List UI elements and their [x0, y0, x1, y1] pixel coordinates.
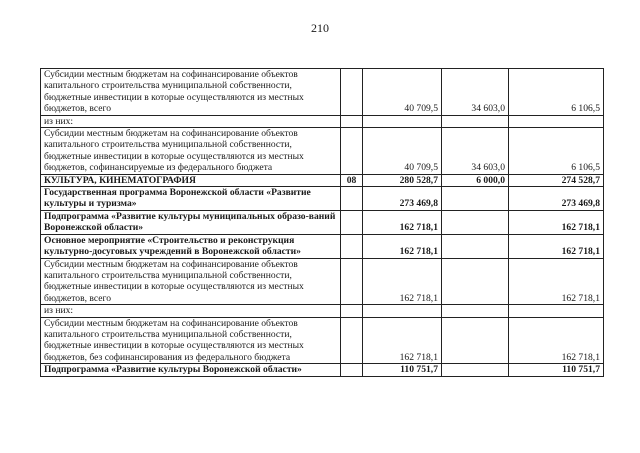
- row-federal-amount: [442, 305, 509, 317]
- row-federal-amount: [442, 234, 509, 258]
- row-section-code: [341, 305, 363, 317]
- row-total-amount: 162 718,1: [363, 258, 442, 305]
- row-total-amount: 110 751,7: [363, 364, 442, 376]
- table-row: [41, 187, 604, 211]
- row-regional-amount: [509, 305, 604, 317]
- row-federal-amount: [442, 187, 509, 211]
- row-name: из них:: [41, 115, 341, 127]
- table-row: [41, 174, 604, 186]
- row-section-code: [341, 234, 363, 258]
- row-regional-amount: 110 751,7: [509, 364, 604, 376]
- row-section-code: [341, 187, 363, 211]
- row-total-amount: 273 469,8: [363, 187, 442, 211]
- row-total-amount: [363, 115, 442, 127]
- row-regional-amount: 274 528,7: [509, 174, 604, 186]
- table-row: [41, 317, 604, 364]
- row-total-amount: 162 718,1: [363, 317, 442, 364]
- row-name: Субсидии местным бюджетам на софинансирование объектов капитального строительства муниципальной собственности, бюджетные инвестиции в которые осуществляются из местных бюджетов, всего: [41, 258, 341, 305]
- row-section-code: 08: [341, 174, 363, 186]
- row-total-amount: 162 718,1: [363, 234, 442, 258]
- row-section-code: [341, 210, 363, 234]
- page-number: 210: [311, 21, 329, 35]
- row-section-code: [341, 317, 363, 364]
- table-row: [41, 210, 604, 234]
- row-federal-amount: [442, 258, 509, 305]
- row-regional-amount: 6 106,5: [509, 128, 604, 175]
- row-name: Основное мероприятие «Строительство и реконструкция культурно-досуговых учреждений в Воронежской области»: [41, 234, 341, 258]
- row-regional-amount: [509, 115, 604, 127]
- row-federal-amount: [442, 364, 509, 376]
- row-federal-amount: 6 000,0: [442, 174, 509, 186]
- row-section-code: [341, 128, 363, 175]
- row-regional-amount: 273 469,8: [509, 187, 604, 211]
- table-row: [41, 69, 604, 116]
- row-regional-amount: 162 718,1: [509, 317, 604, 364]
- row-name: Субсидии местным бюджетам на софинансирование объектов капитального строительства муниципальной собственности, бюджетные инвестиции в которые осуществляются из местных бюджетов, без софинансирования из федерального бюджета: [41, 317, 341, 364]
- row-section-code: [341, 69, 363, 116]
- row-name: Субсидии местным бюджетам на софинансирование объектов капитального строительства муниципальной собственности, бюджетные инвестиции в которые осуществляются из местных бюджетов, всего: [41, 69, 341, 116]
- row-federal-amount: [442, 317, 509, 364]
- row-total-amount: 280 528,7: [363, 174, 442, 186]
- row-section-code: [341, 258, 363, 305]
- row-section-code: [341, 364, 363, 376]
- row-section-code: [341, 115, 363, 127]
- row-name: Субсидии местным бюджетам на софинансирование объектов капитального строительства муниципальной собственности, бюджетные инвестиции в которые осуществляются из местных бюджетов, софинансируемые из федерального бюджета: [41, 128, 341, 175]
- row-name: из них:: [41, 305, 341, 317]
- table-row: [41, 258, 604, 305]
- table-row: [41, 115, 604, 127]
- row-federal-amount: [442, 115, 509, 127]
- row-regional-amount: 162 718,1: [509, 258, 604, 305]
- row-regional-amount: 162 718,1: [509, 210, 604, 234]
- table-row: [41, 305, 604, 317]
- row-name: Подпрограмма «Развитие культуры Воронежской области»: [41, 364, 341, 376]
- table-row: [41, 364, 604, 376]
- row-regional-amount: 162 718,1: [509, 234, 604, 258]
- row-regional-amount: 6 106,5: [509, 69, 604, 116]
- row-total-amount: 162 718,1: [363, 210, 442, 234]
- row-total-amount: 40 709,5: [363, 128, 442, 175]
- row-federal-amount: 34 603,0: [442, 128, 509, 175]
- row-name: Государственная программа Воронежской области «Развитие культуры и туризма»: [41, 187, 341, 211]
- table-row: [41, 234, 604, 258]
- budget-table-body: [41, 69, 604, 377]
- row-total-amount: [363, 305, 442, 317]
- row-federal-amount: [442, 210, 509, 234]
- budget-table: [40, 68, 604, 377]
- row-total-amount: 40 709,5: [363, 69, 442, 116]
- row-name: КУЛЬТУРА, КИНЕМАТОГРАФИЯ: [41, 174, 341, 186]
- row-name: Подпрограмма «Развитие культуры муниципальных образо-ваний Воронежской области»: [41, 210, 341, 234]
- row-federal-amount: 34 603,0: [442, 69, 509, 116]
- table-row: [41, 128, 604, 175]
